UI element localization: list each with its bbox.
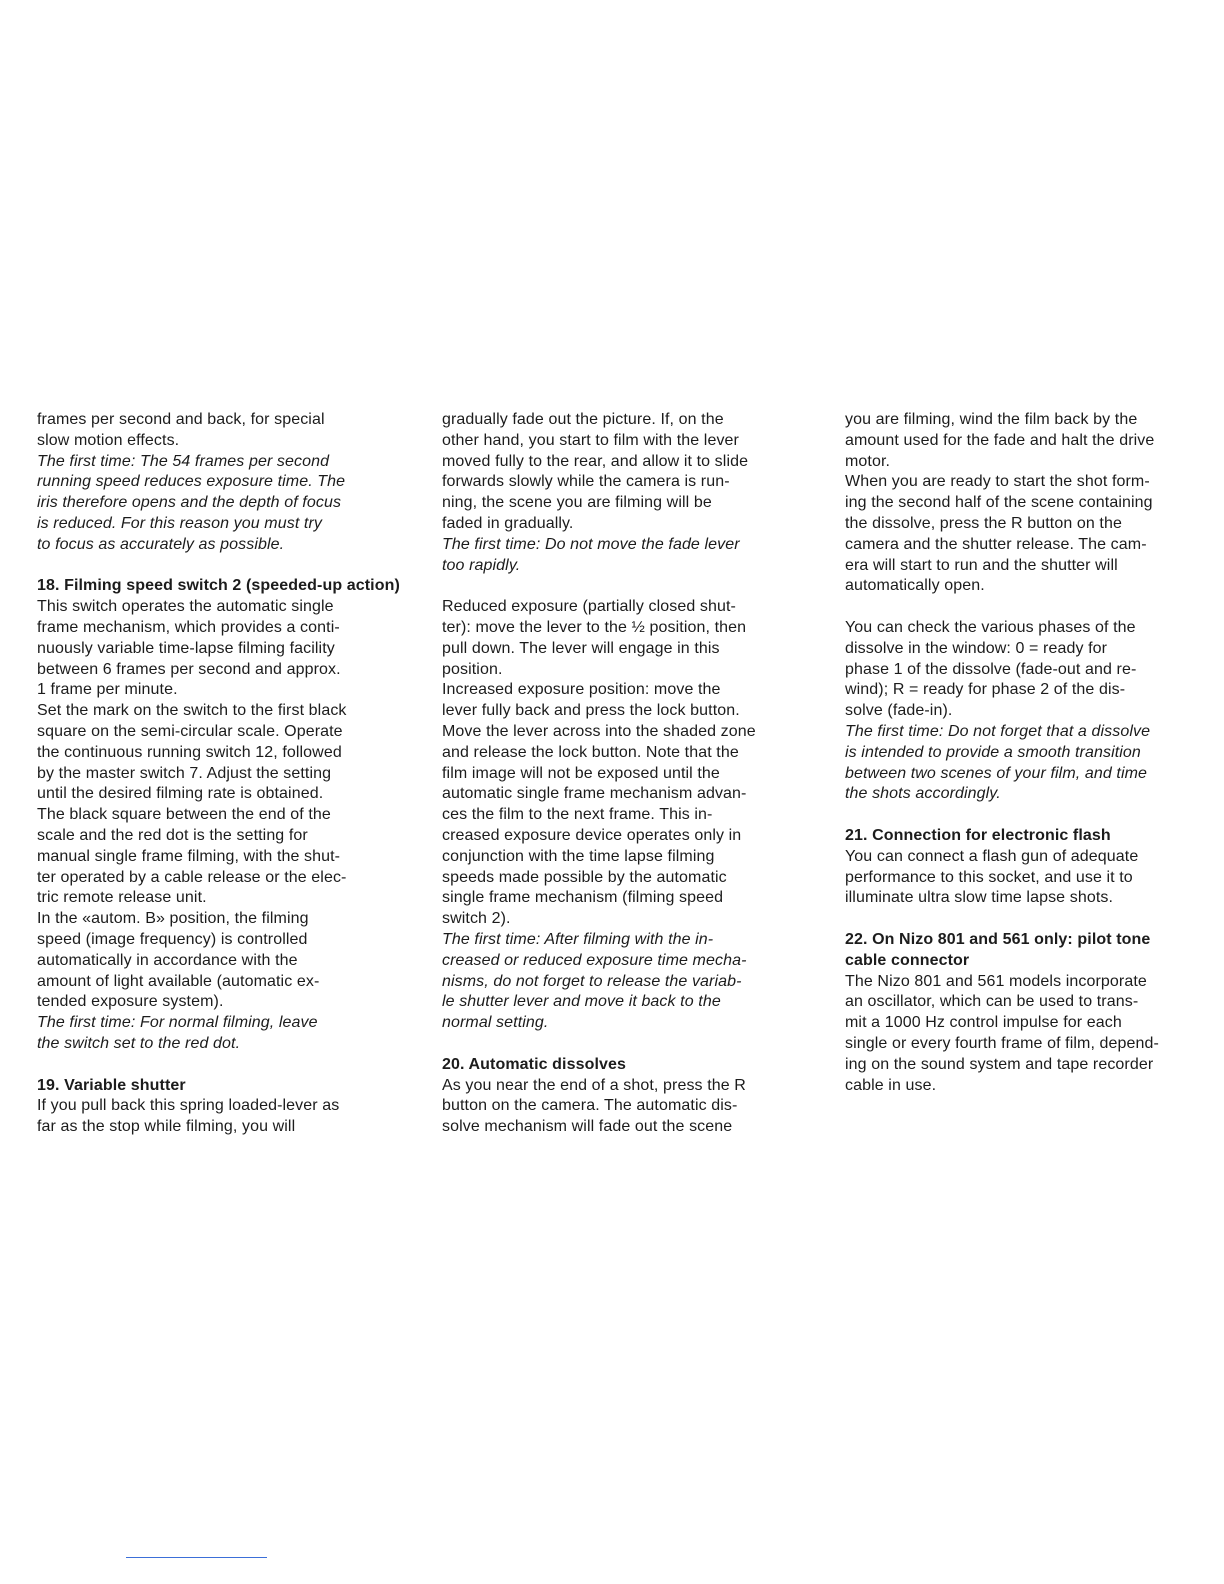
body-text-line: If you pull back this spring loaded-lever as (37, 1097, 340, 1115)
section-heading-line: 19. Variable shutter (37, 1076, 186, 1094)
body-text-line: mit a 1000 Hz control impulse for each (845, 1014, 1122, 1032)
body-text-line: This switch operates the automatic single (37, 598, 334, 616)
note-line: the shots accordingly. (845, 785, 1001, 803)
section-heading-line: 18. Filming speed switch 2 (speeded-up action) (37, 577, 400, 595)
note-line: The first time: The 54 frames per second (37, 452, 330, 470)
body-text-line: the dissolve, press the R button on the (845, 514, 1122, 532)
body-text-line: gradually fade out the picture. If, on the (442, 411, 724, 428)
body-text-line: tended exposure system). (37, 993, 224, 1011)
paragraph-gap (845, 805, 1210, 826)
body-text-line: frames per second and back, for special (37, 411, 325, 428)
body-text-line: ning, the scene you are filming will be (442, 494, 712, 512)
body-text-line: between 6 frames per second and approx. (37, 660, 341, 678)
note-line: is intended to provide a smooth transition (845, 743, 1141, 761)
body-text-line: The Nizo 801 and 561 models incorporate (845, 972, 1147, 990)
section-heading-line: cable connector (845, 951, 970, 969)
body-text-line: other hand, you start to film with the lever (442, 431, 739, 449)
body-text-line: scale and the red dot is the setting for (37, 826, 308, 844)
body-text-line: Move the lever across into the shaded zone (442, 722, 756, 740)
body-text-line: square on the semi-circular scale. Operate (37, 722, 343, 740)
section-heading-line: 20. Automatic dissolves (442, 1055, 626, 1073)
body-text-line: conjunction with the time lapse filming (442, 847, 715, 865)
body-text-line: era will start to run and the shutter will (845, 556, 1118, 574)
paragraph-gap (37, 556, 417, 577)
body-text-line: Reduced exposure (partially closed shut- (442, 598, 736, 616)
body-text-line: In the «autom. B» position, the filming (37, 910, 309, 928)
body-text-line: automatically open. (845, 577, 985, 595)
body-text-line: until the desired filming rate is obtained. (37, 785, 324, 803)
body-text-line: switch 2). (442, 910, 511, 928)
paragraph-gap (442, 1034, 812, 1055)
body-text-line: Increased exposure position: move the (442, 681, 721, 699)
body-text-line: film image will not be exposed until the (442, 764, 720, 782)
body-text-line: single or every fourth frame of film, depend- (845, 1034, 1159, 1052)
body-text-line: amount used for the fade and halt the drive (845, 431, 1155, 449)
note-line: to focus as accurately as possible. (37, 535, 285, 553)
paragraph-gap (845, 909, 1210, 930)
body-text-line: ing on the sound system and tape recorder (845, 1055, 1154, 1073)
body-text-line: motor. (845, 452, 891, 470)
body-text-line: ter operated by a cable release or the elec- (37, 868, 347, 886)
body-text-line: position. (442, 660, 503, 678)
body-text-line: single frame mechanism (filming speed (442, 889, 724, 907)
body-text-line: solve mechanism will fade out the scene (442, 1118, 733, 1136)
body-text-line: dissolve in the window: 0 = ready for (845, 639, 1108, 657)
body-text-line: illuminate ultra slow time lapse shots. (845, 889, 1114, 907)
body-text-line: far as the stop while filming, you will (37, 1118, 296, 1136)
body-text-line: You can connect a flash gun of adequate (845, 847, 1139, 865)
text-column-3 (845, 410, 1210, 1096)
body-text-line: moved fully to the rear, and allow it to slide (442, 452, 749, 470)
body-text-line: by the master switch 7. Adjust the setting (37, 764, 332, 782)
note-line: iris therefore opens and the depth of focus (37, 494, 342, 512)
body-text-line: ing the second half of the scene containing (845, 494, 1153, 512)
body-text-line: pull down. The lever will engage in this (442, 639, 720, 657)
body-text-line: tric remote release unit. (37, 889, 207, 907)
body-text-line: faded in gradually. (442, 514, 574, 532)
body-text-line: you are filming, wind the film back by the (845, 411, 1138, 428)
text-column-1 (37, 410, 417, 1138)
body-text-line: the continuous running switch 12, followed (37, 743, 342, 761)
note-line: is reduced. For this reason you must try (37, 514, 322, 532)
paragraph-gap (442, 576, 812, 597)
body-text-line: ces the film to the next frame. This in- (442, 806, 713, 824)
body-text-line: creased exposure device operates only in (442, 826, 742, 844)
paragraph-gap (845, 597, 1210, 618)
body-text-line: phase 1 of the dissolve (fade-out and re- (845, 660, 1137, 678)
body-text-line: amount of light available (automatic ex- (37, 972, 320, 990)
body-text-line: 1 frame per minute. (37, 681, 178, 699)
body-text-line: forwards slowly while the camera is run- (442, 473, 730, 491)
note-line: The first time: For normal filming, leave (37, 1014, 318, 1032)
note-line: nisms, do not forget to release the variab- (442, 972, 742, 990)
section-heading-line: 21. Connection for electronic flash (845, 826, 1111, 844)
note-line: The first time: After filming with the in- (442, 930, 714, 948)
body-text-line: manual single frame filming, with the shut- (37, 847, 341, 865)
note-line: normal setting. (442, 1014, 549, 1032)
note-line: the switch set to the red dot. (37, 1034, 241, 1052)
note-line: running speed reduces exposure time. The (37, 473, 346, 491)
body-text-line: solve (fade-in). (845, 702, 953, 720)
body-text-line: As you near the end of a shot, press the R (442, 1076, 746, 1094)
body-text-line: cable in use. (845, 1076, 937, 1094)
note-line: between two scenes of your film, and time (845, 764, 1148, 782)
body-text-line: an oscillator, which can be used to trans- (845, 993, 1139, 1011)
body-text-line: speeds made possible by the automatic (442, 868, 727, 886)
note-line: The first time: Do not forget that a dissolve (845, 722, 1151, 740)
body-text-line: The black square between the end of the (37, 806, 331, 824)
footer-rule (126, 1557, 267, 1558)
section-heading-line: 22. On Nizo 801 and 561 only: pilot tone (845, 930, 1151, 948)
text-column-2 (442, 410, 812, 1138)
paragraph-gap (37, 1055, 417, 1076)
body-text-line: Set the mark on the switch to the first black (37, 702, 347, 720)
body-text-line: slow motion effects. (37, 431, 180, 449)
body-text-line: button on the camera. The automatic dis- (442, 1097, 738, 1115)
body-text-line: frame mechanism, which provides a conti- (37, 618, 340, 636)
note-line: creased or reduced exposure time mecha- (442, 951, 747, 969)
body-text-line: and release the lock button. Note that the (442, 743, 739, 761)
body-text-line: When you are ready to start the shot form- (845, 473, 1150, 491)
note-line: le shutter lever and move it back to the (442, 993, 721, 1011)
body-text-line: performance to this socket, and use it to (845, 868, 1133, 886)
body-text-line: automatically in accordance with the (37, 951, 298, 969)
body-text-line: automatic single frame mechanism advan- (442, 785, 747, 803)
body-text-line: speed (image frequency) is controlled (37, 930, 308, 948)
note-line: too rapidly. (442, 556, 521, 574)
body-text-line: wind); R = ready for phase 2 of the dis- (845, 681, 1126, 699)
body-text-line: You can check the various phases of the (845, 618, 1136, 636)
body-text-line: lever fully back and press the lock button. (442, 702, 740, 720)
note-line: The first time: Do not move the fade lever (442, 535, 740, 553)
body-text-line: ter): move the lever to the ½ position, then (442, 618, 747, 636)
body-text-line: nuously variable time-lapse filming facility (37, 639, 335, 657)
body-text-line: camera and the shutter release. The cam- (845, 535, 1147, 553)
